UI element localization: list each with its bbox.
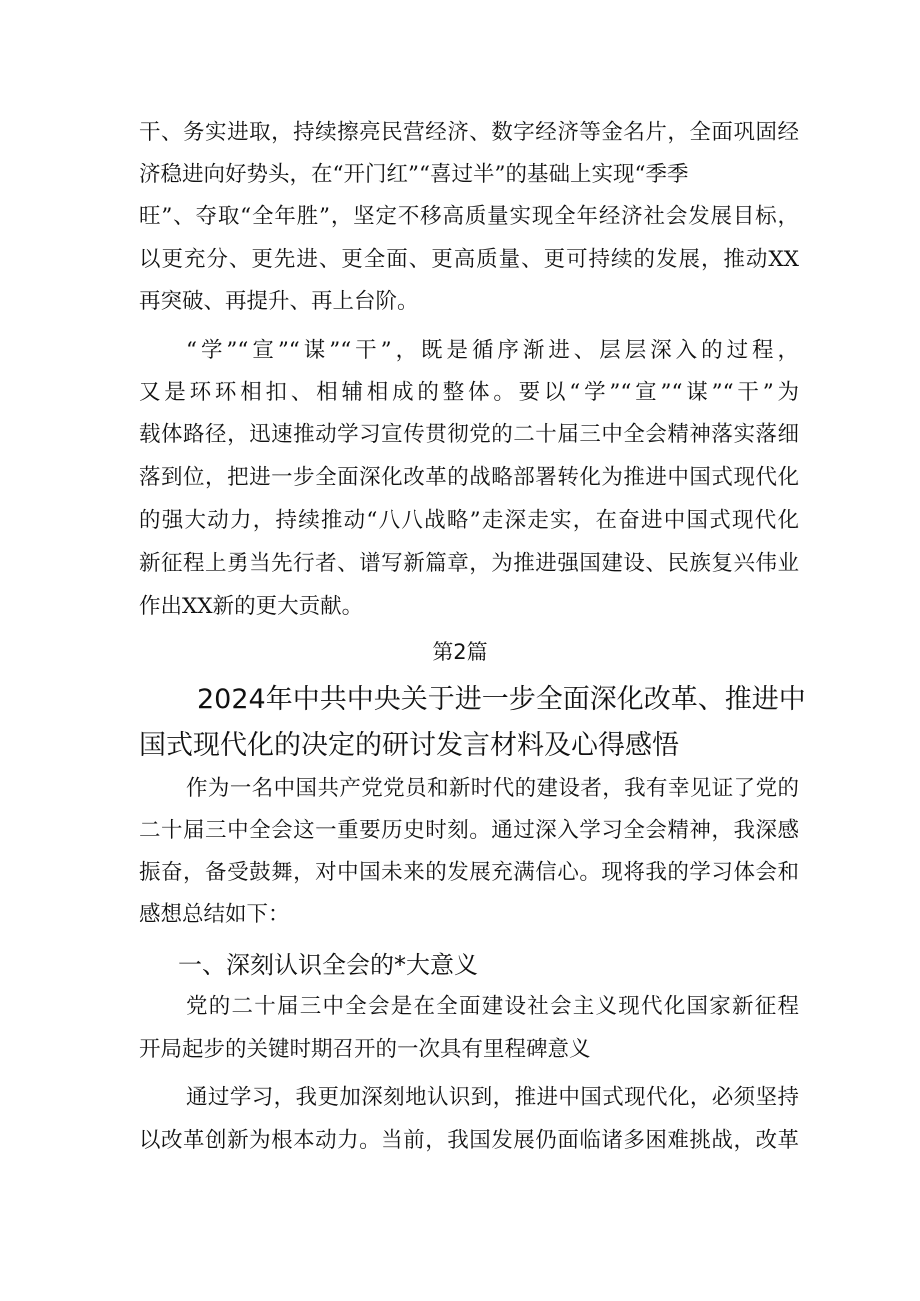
text-line: 作出XX新的更大贡献。	[139, 594, 364, 619]
text-line: 的强大动力，持续推动“八八战略”走深走实，在奋进中国式现代化	[139, 508, 799, 533]
text-line: 党的二十届三中全会是在全面建设社会主义现代化国家新征程	[186, 994, 799, 1019]
text-line: 旺”、夺取“全年胜”，坚定不移高质量实现全年经济社会发展目标，	[139, 204, 799, 229]
text-line: 新征程上勇当先行者、谱写新篇章，为推进强国建设、民族复兴伟业	[139, 551, 799, 576]
text-line: 通过学习，我更加深刻地认识到，推进中国式现代化，必须坚持	[186, 1085, 799, 1110]
text-line: 落到位，把进一步全面深化改革的战略部署转化为推进中国式现代化	[139, 465, 799, 490]
section-heading: 一、深刻认识全会的*大意义	[178, 951, 478, 979]
document-title-line-1: 2024年中共中央关于进一步全面深化改革、推进中	[197, 684, 806, 715]
section-label: 第2篇	[432, 640, 488, 664]
text-line: 再突破、再提升、再上台阶。	[139, 289, 419, 314]
text-line: 以改革创新为根本动力。当前，我国发展仍面临诸多困难挑战，改革	[139, 1128, 799, 1153]
text-line: 振奋，备受鼓舞，对中国未来的发展充满信心。现将我的学习体会和	[139, 860, 799, 885]
text-line: 济稳进向好势头，在“开门红”“喜过半”的基础上实现“季季	[139, 162, 689, 187]
text-line: 开局起步的关键时期召开的一次具有里程碑意义	[139, 1037, 591, 1062]
text-line: 又是环环相扣、相辅相成的整体。要以“学”“宣”“谋”“干”为	[139, 380, 799, 405]
text-line: 干、务实进取，持续擦亮民营经济、数字经济等金名片，全面巩固经	[139, 120, 799, 145]
document-title-line-2: 国式现代化的决定的研讨发言材料及心得感悟	[139, 730, 679, 761]
text-line: 作为一名中国共产党党员和新时代的建设者，我有幸见证了党的	[186, 776, 799, 801]
text-line: 感想总结如下：	[139, 902, 290, 927]
text-line: 二十届三中全会这一重要历史时刻。通过深入学习全会精神，我深感	[139, 818, 799, 843]
text-line: “学”“宣”“谋”“干”，既是循序渐进、层层深入的过程，	[186, 338, 799, 363]
text-line: 载体路径，迅速推动学习宣传贯彻党的二十届三中全会精神落实落细	[139, 422, 799, 447]
text-line: 以更充分、更先进、更全面、更高质量、更可持续的发展，推动XX	[139, 247, 799, 272]
